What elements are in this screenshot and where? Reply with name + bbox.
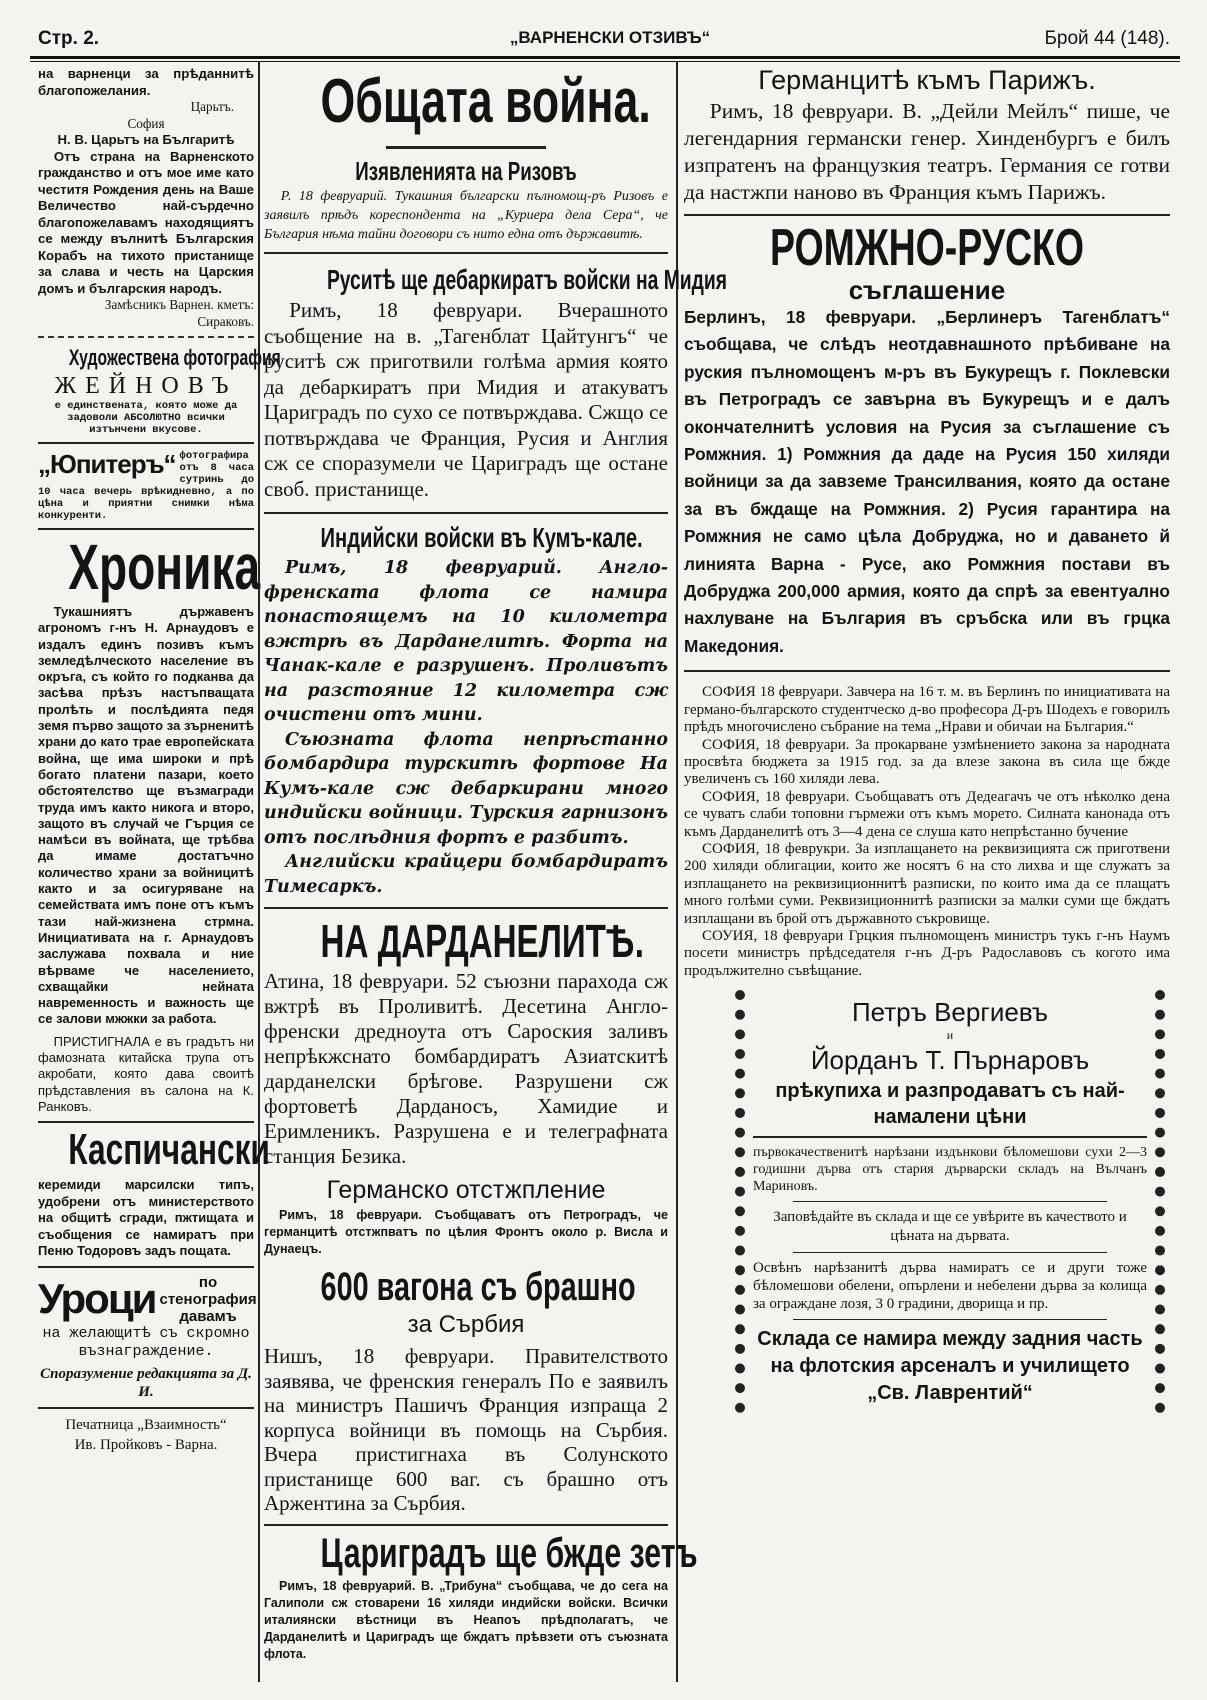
lessons-text: на желающитѣ съ скромно възнаграждение.: [42, 1324, 250, 1360]
jupiter-ad-text: фотографира отъ 8 часа сутринь до 10 часа вечерь врѣкидневно, а по цѣна и приятни снимки нѣма конкуренти.: [38, 450, 254, 522]
chronicle-article: ПРИСТИГНАЛА е въ градътъ ни фамозната китайска трупа отъ акробати, която дава своитѣ прѣдставления въ салона на К. Ранковъ.: [38, 1033, 254, 1114]
constantinople-article: Римъ, 18 февруарий. В. „Трибуна“ съобщава, че до сега на Галиполи сж стоварени 16 хиляди индийски войски. Всички италиянски вѣстници въ Неапоъ прѣдполагатъ, че Дарданелитѣ и Цариградъ ще бждатъ прѣвзети отъ съюзната флота.: [264, 1578, 668, 1661]
romania-subheading: съглашение: [848, 275, 1006, 305]
lessons-subheading: по стенография давамъ: [159, 1273, 257, 1325]
paris-heading: Германцитѣ къмъ Парижъ.: [758, 65, 1096, 95]
issue-number: Брой 44 (148).: [1044, 28, 1170, 49]
printer-name: Печатница „Взаимность“: [65, 1416, 227, 1433]
wood-ad-and: и: [946, 1028, 954, 1043]
divider: [264, 512, 668, 514]
midia-heading: Руситѣ ще дебаркиратъ войски на Мидия: [326, 264, 727, 295]
telegram-opening: на варненци за прѣданнитѣ благопожелания.: [38, 66, 254, 98]
photo-ad: [38, 344, 281, 436]
divider: [684, 214, 1170, 216]
telegram-role: Замѣсникъ Варнен. кметъ:: [104, 297, 254, 312]
dardanelles-heading: НА ДАРДАНЕЛИТѢ.: [320, 915, 644, 967]
lessons-contact: Споразумение редакцията за Д. И.: [40, 1365, 252, 1400]
divider: [264, 252, 668, 254]
kumkale-article: Съюзната флота непрѣстанно бомбардира турскитѣ фортове На Кумъ-кале сж дебаркирани много индийски войници. Турския гарнизонъ отъ послѣдния фортъ е разбитъ.: [264, 729, 668, 848]
war-section: [264, 62, 727, 1663]
rizov-heading: Изявленията на Ризовъ: [355, 156, 577, 186]
kaspichan-heading: Каспичански: [68, 1125, 270, 1175]
divider: [38, 1407, 254, 1409]
divider: [386, 146, 546, 149]
wood-ad-headline: прѣкупиха и разпродаватъ съ най-намалени цѣни: [775, 1080, 1125, 1129]
printer-owner: Ив. Пройковъ - Варна.: [74, 1436, 218, 1453]
wood-ad-text: Заповѣдайте въ склада и ще се увѣрите въ качеството и цѣната на дървата.: [773, 1209, 1127, 1245]
news-item: СОФИЯ, 18 феврукри. За изплащането на реквизицията сж приготвени 200 хиляди облигации, които же носятъ 6 на сто лихва и ще служатъ за изплащането на реквизиционнитѣ разписки, по които има да се плащатъ много голѣми суми. Реквизиционнитѣ разписки за малки суми ще бждатъ изплащани въ брой отъ държавното съкровище.: [684, 840, 1170, 927]
divider: [38, 442, 254, 444]
column-divider: [676, 62, 678, 1682]
telegram-signature: Царьтъ.: [190, 99, 234, 114]
news-item: СОУИЯ, 18 февруари Грцкия пълномощенъ министръ тукъ г-нъ Наумъ посети министръ прѣдседателя г-нъ Д-ръ Радославовъ съ когото има продължително съвѣщание.: [684, 927, 1170, 979]
chronicle-section: [38, 530, 261, 1115]
romania-article: Берлинъ, 18 февруари. „Берлинеръ Тагенблатъ“ съобщава, че слѣдъ неотдавнашното прѣбиване на руския пълномощенъ м-ръ въ Букурещъ г. Поклевски въ Петроградъ се завърна въ Букурещъ и е далъ окончателнитѣ условия на Русия за съглашение съ Ромжния. 1) Ромжния да даде на Русия 150 хиляди войници за да завземе Трансилвания, която да остане за въ бждаще на Ромжния. 2) Русия гарантира на Ромжния не само цѣла Добруджа, но и даването й линията Варна - Русе, ако Ромжния постави въ Добруджа 200,000 армия, която да спрѣ за евентуално нахлуване на България въ сръбска или въ грцка Македония.: [684, 307, 1170, 656]
wood-ad-name: Йорданъ Т. Пърнаровъ: [810, 1045, 1090, 1076]
dardanelles-article: Атина, 18 февруари. 52 съюзни парахода сж вжтрѣ въ Проливитѣ. Десетина Англо-френски дредноута отъ Сароския заливъ непрѣкжснато бомбардиратъ Азиатскитѣ дарданелски брѣгове. Разрушени сж фортоветѣ Дарданосъ, Хамидие и Еримленикъ. Разрушена е и телеграфната станция Безика.: [264, 969, 668, 1168]
flour-subheading: за Сърбия: [407, 1311, 525, 1338]
flour-article: Нишъ, 18 февруари. Правителството заявява, че френския генералъ По е заявилъ на министръ Пашичъ Франция изпраща 2 корпуса войници въ помощь на Сърбия. Вчера пристигнаха въ Солунското пристанище 600 ваг. съ брашно отъ Аржентина за Сърбия.: [264, 1344, 668, 1515]
wood-ad: [735, 990, 1165, 1413]
lessons-ad: [38, 1273, 257, 1401]
divider: [38, 1266, 254, 1268]
kumkale-heading: Индийски войски въ Кумъ-кале.: [320, 522, 643, 553]
kaspichan-text: керемиди марсилски типъ, удобрени отъ министерството на общитѣ сгради, пжтищата и съобщения се намиратъ при Пеню Тодоровъ задъ пощата.: [38, 1177, 254, 1259]
paris-article: Римъ, 18 февруари. В. „Дейли Мейлъ“ пише, че легендарния германски генер. Хинденбургъ е билъ изпратенъ на французкия театръ. Германия се готви да настжпи наново въ Франция къмъ Парижъ.: [684, 99, 1170, 204]
divider: [793, 1319, 1107, 1320]
page-title: Общата война.: [320, 67, 651, 136]
midia-article: Римъ, 18 февруари. Вчерашното съобщение на в. „Тагенблат Цайтунгъ“ че руситѣ сж приготвили голѣма армия която да дебаркиратъ при Мидия и атакуватъ Цариградъ по сухо се потвърждава. Сжщо се потвърждава че Франция, Русия и Англия сж се споразумели че Цариградъ ще остане своб. пристанище.: [264, 298, 668, 501]
retreat-heading: Германско отстжпление: [326, 1176, 606, 1204]
romania-heading: РОМЖНО-РУСКО: [769, 219, 1085, 277]
chronicle-article: Тукашниятъ държавенъ агрономъ г-нъ Н. Арнаудовъ е издалъ единъ позивъ къмъ земледѣлческото население въ окръга, съ който го подканва да засѣва прѣзъ настъпващата пролѣть и послѣдията педя земя първо защото за зърненитѣ храни до като трае европейската война, ще има широки и прѣ богато платени пазари, което обстоятелство ще възмагради труда имъ както никога и второ, защото въ случай че Гърция се намѣси въ войната, ще трѣбва да имаме достатъчно количество храни за войницитѣ както и за осигуряване на семействата имъ поне отъ къмъ тази най-жизнена стрмна. Инициативата на г. Арнаудовъ заслужава похвала и ние вѣрваме че населението, схващайки нейната навременность и важность ще се залови мжжки за работа.: [38, 604, 254, 1027]
divider: [684, 670, 1170, 672]
left-column: [38, 62, 281, 1455]
wood-ad-text: Освѣнъ нарѣзанитѣ дърва намиратъ се и други тоже бѣломешови обелени, опърлени и небелени дърва за колища за ограждане лозя, 3 0 градини, дворища и пр.: [753, 1260, 1147, 1313]
news-item: СОФИЯ 18 февруари. Завчера на 16 т. м. въ Берлинъ по инициативата на германо-българското студентческо д-во професора Д-ръ Шодехъ е говорилъ прѣдъ многочислено събрание на тема „Нрави и обичаи на България.“: [684, 684, 1170, 736]
photo-ad-title: Художествена фотография: [68, 345, 281, 370]
telegram-body: Отъ страна на Варненското гражданство и отъ мое име като честитя Рождения день на Ваше Величество най-сърдечно благопожелавамъ находящиятъ се между вълнитѣ Българския Корабъ на тихото пристанище за слава и честь на Царския домъ и българския народъ.: [38, 148, 254, 296]
divider: [264, 1524, 668, 1526]
divider: [793, 1201, 1107, 1202]
page-number: Стр. 2.: [38, 28, 100, 49]
photo-ad-text: е единствената, която може да задоволи АБСОЛЮТНО всички изтънчени вкусове.: [54, 400, 238, 436]
rizov-article: Р. 18 февруарий. Тукашния български пълномощ-ръ Ризовъ е заявилъ прѣдъ кореспондента на „Куриера дела Сера“, че България нѣма тайни договори съ нито една отъ държавитѣ.: [264, 189, 668, 242]
jupiter-ad-name: „Юпитеръ“: [38, 450, 176, 479]
kumkale-article: Римъ, 18 февруарий. Англо-френската флота се намира понастоящемъ на 10 километра вжтрѣ въ Дарданелитѣ. Форта на Чанак-кале е разрушенъ. Проливътъ на разстояние 12 километра сж очистени отъ мини.: [264, 558, 668, 725]
column-divider: [258, 62, 260, 1682]
right-column: [684, 62, 1170, 1413]
photo-ad-name: ЖЕЙНОВЪ: [54, 373, 238, 399]
constantinople-heading: Цариградъ ще бжде зетъ: [320, 1528, 698, 1576]
telegram-name: Сираковъ.: [197, 313, 254, 329]
retreat-article: Римъ, 18 февруари. Съобщаватъ отъ Петроградъ, че германцитѣ отстжпватъ по цѣлия Фронтъ около р. Висла и Дунаецъ.: [264, 1208, 668, 1256]
telegram: [38, 66, 254, 330]
jupiter-ad: [38, 450, 254, 522]
printer-imprint: [38, 1415, 254, 1455]
news-item: СОФИЯ, 18 февруари. Съобщаватъ отъ Дедеагачъ че отъ нѣколко дена се чуватъ слаби топовни гърмежи отъ къмъ морето. Силната канонада отъ къмъ Дарданелитѣ отъ 3—4 дена се слуша като непрѣстанно бучение: [684, 788, 1170, 840]
flour-heading: 600 вагона съ брашно: [320, 1265, 636, 1309]
wood-ad-text: първокачественитѣ нарѣзани издънкови бѣломешови сухи 2—3 годишни дърва отъ стария дърварски складъ на Вълчанъ Мариновъ.: [753, 1145, 1147, 1195]
telegram-address: Н. В. Царьтъ на Българитѣ: [57, 132, 235, 147]
kumkale-article: Английски крайцери бомбардиратъ Тимесаркъ.: [264, 852, 668, 897]
newspaper-title: „ВАРНЕНСКИ ОТЗИВЪ“: [509, 28, 711, 47]
wood-ad-name: Петръ Вергиевъ: [851, 997, 1049, 1028]
news-item: СОФИЯ, 18 февруари. За прокарване узмѣнението закона за народната просвѣта бюджета за 1915 год. за да влезе закона въ сила ще бжде увеличенъ съ 160 хиляди лева.: [684, 736, 1170, 788]
divider: [793, 1252, 1107, 1253]
wood-ad-footer: Складa се намира между задния часть на флотския арсеналъ и училището „Св. Лаврентий“: [757, 1328, 1143, 1405]
lessons-heading: Уроци: [38, 1275, 156, 1323]
kaspichan-ad: [38, 1123, 270, 1260]
divider: [38, 336, 254, 338]
chronicle-heading: Хроника: [68, 531, 261, 603]
divider: [264, 907, 668, 909]
telegram-place: София: [127, 115, 165, 131]
divider: [753, 1136, 1147, 1138]
